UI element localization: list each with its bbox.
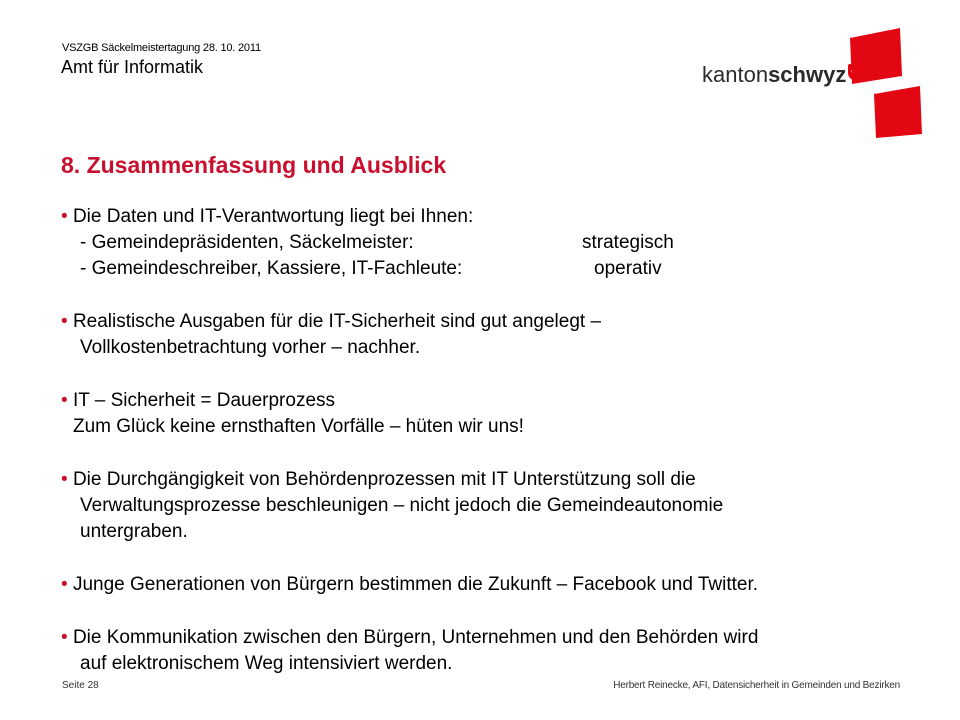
spacer [61,282,901,309]
level-text: strategisch [582,232,674,253]
point-5 [61,572,901,598]
responsibility-row [61,256,901,282]
point-3-text: IT – Sicherheit = Dauerprozess [72,390,336,411]
point-2-text: Realistische Ausgaben für die IT-Sicherheit sind gut angelegt – [72,311,602,332]
point-3-continuation: Zum Glück keine ernsthaften Vorfälle – hüten wir uns! [73,416,524,437]
point-1 [61,204,901,282]
point-4-line [61,467,901,493]
bullet-icon: • [61,469,68,490]
logo-text-light: kanton [702,62,769,87]
spacer [61,440,901,467]
point-5-text: Junge Generationen von Bürgern bestimmen die Zukunft – Facebook und Twitter. [72,574,759,595]
bullet-icon: • [61,311,68,332]
point-6 [61,625,901,677]
point-4 [61,467,901,545]
bullet-icon: • [61,206,68,227]
point-6-continuation: auf elektronischem Weg intensiviert werden. [80,653,453,674]
logo-mark-icon [840,28,922,138]
level-text: operativ [594,258,662,279]
role-text: - Gemeindepräsidenten, Säckelmeister: [80,232,414,253]
point-4-continuation: untergraben. [80,521,188,542]
role-text: - Gemeindeschreiber, Kassiere, IT-Fachleute: [80,258,463,279]
bullet-icon: • [61,390,68,411]
logo-mark-upper-square [850,28,902,84]
point-3-line [61,388,901,414]
footer-author: Herbert Reinecke, AFI, Datensicherheit in Gemeinden und Bezirken [613,680,900,691]
point-3 [61,388,901,440]
point-6-text: Die Kommunikation zwischen den Bürgern, Unternehmen und den Behörden wird [72,627,759,648]
responsibility-row [61,230,901,256]
bullet-icon: • [61,574,68,595]
spacer [61,545,901,572]
point-2 [61,309,901,361]
point-2-line [61,309,901,335]
spacer [61,361,901,388]
logo-wordmark [702,62,862,88]
bullet-icon: • [61,627,68,648]
point-2-continuation: Vollkostenbetrachtung vorher – nachher. [80,337,421,358]
point-4-continuation: Verwaltungsprozesse beschleunigen – nicht jedoch die Gemeindeautonomie [80,495,724,516]
slide-title: 8. Zusammenfassung und Ausblick [61,152,447,178]
header-department: Amt für Informatik [61,57,204,77]
point-6-line [61,625,901,651]
logo-text-bold: schwyz [768,62,847,87]
point-4-text: Die Durchgängigkeit von Behördenprozessen mit IT Unterstützung soll die [72,469,696,490]
footer-page-number: Seite 28 [62,680,99,691]
header-event: VSZGB Säckelmeistertagung 28. 10. 2011 [62,42,261,54]
logo-mark-lower-square [874,86,922,138]
point-1-text: Die Daten und IT-Verantwortung liegt bei Ihnen: [72,206,474,227]
spacer [61,598,901,625]
slide-content [61,204,901,677]
point-1-line [61,204,901,230]
